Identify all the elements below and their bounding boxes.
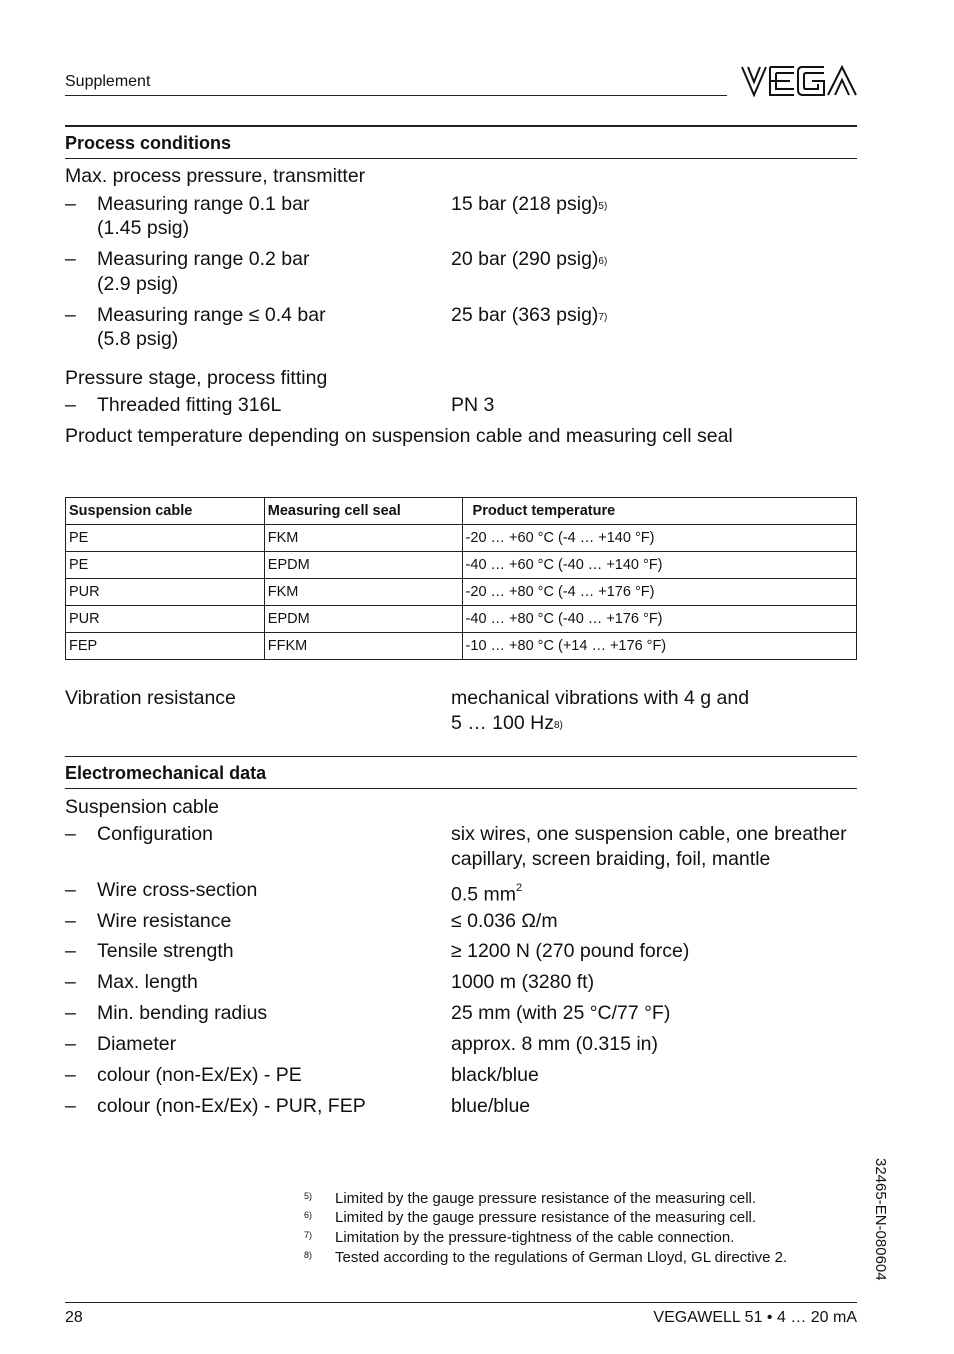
dash: –: [65, 971, 76, 993]
footnote-ref: 6): [598, 256, 608, 267]
range-label-psig: (2.9 psig): [97, 273, 179, 295]
dash: –: [65, 304, 76, 326]
spec-label: Wire resistance: [97, 910, 232, 932]
config-value-cont: capillary, screen braiding, foil, mantle: [451, 848, 771, 870]
dash: –: [65, 940, 76, 962]
table-row: [66, 525, 857, 552]
footer-product: VEGAWELL 51 • 4 … 20 mA: [653, 1309, 857, 1326]
table-cell: -20 … +80 °C (-4 … +176 °F): [462, 579, 856, 606]
dash: –: [65, 823, 76, 845]
dash: –: [65, 879, 76, 901]
product-temp-text: Product temperature depending on suspension cable and measuring cell seal: [65, 425, 733, 447]
vibration-label: Vibration resistance: [65, 687, 236, 709]
document-id: 32465-EN-080604: [872, 1158, 889, 1281]
footnote-text: Limitation by the pressure-tightness of the cable connection.: [335, 1229, 735, 1246]
pressure-stage-heading: Pressure stage, process fitting: [65, 367, 328, 389]
footnote-text: Limited by the gauge pressure resistance of the measuring cell.: [335, 1190, 757, 1207]
dash: –: [65, 1033, 76, 1055]
footnote-number: 8): [304, 1250, 313, 1260]
table-cell: -40 … +60 °C (-40 … +140 °F): [462, 552, 856, 579]
fitting-value: PN 3: [451, 394, 495, 416]
table-cell: EPDM: [264, 552, 462, 579]
section-rule: [65, 158, 857, 159]
table-header-cell: Suspension cable: [66, 498, 265, 525]
max-pressure-heading: Max. process pressure, transmitter: [65, 165, 366, 187]
table-header-row: [66, 498, 857, 525]
vega-logo: [740, 64, 858, 98]
section-title-electro: Electromechanical data: [65, 763, 267, 783]
fitting-label: Threaded fitting 316L: [97, 394, 282, 416]
spec-label: colour (non-Ex/Ex) - PE: [97, 1064, 302, 1086]
range-label-psig: (1.45 psig): [97, 217, 190, 239]
table-cell: FKM: [264, 579, 462, 606]
table-cell: FKM: [264, 525, 462, 552]
header-section-label: Supplement: [65, 73, 151, 90]
spec-value: black/blue: [451, 1064, 539, 1086]
spec-label: Min. bending radius: [97, 1002, 268, 1024]
section-rule: [65, 756, 857, 757]
section-title-process: Process conditions: [65, 133, 232, 153]
spec-label: Tensile strength: [97, 940, 234, 962]
range-label: Measuring range 0.2 bar: [97, 248, 310, 270]
table-row: [66, 606, 857, 633]
table-cell: -40 … +80 °C (-40 … +176 °F): [462, 606, 856, 633]
cable-heading: Suspension cable: [65, 796, 219, 818]
footnote-ref: 8): [553, 720, 563, 731]
spec-value: 25 mm (with 25 °C/77 °F): [451, 1002, 671, 1024]
footnote-number: 6): [304, 1210, 313, 1220]
footnote-ref: 7): [598, 312, 608, 323]
spec-label: Max. length: [97, 971, 198, 993]
superscript: 2: [516, 882, 523, 894]
table-cell: PUR: [66, 579, 265, 606]
spec-value: ≥ 1200 N (270 pound force): [451, 940, 690, 962]
dash: –: [65, 910, 76, 932]
vibration-value: mechanical vibrations with 4 g and: [451, 687, 750, 709]
spec-value: blue/blue: [451, 1095, 531, 1117]
dash: –: [65, 248, 76, 270]
section-rule: [65, 788, 857, 789]
table-cell: -20 … +60 °C (-4 … +140 °F): [462, 525, 856, 552]
spec-label: colour (non-Ex/Ex) - PUR, FEP: [97, 1095, 366, 1117]
footnote-text: Tested according to the regulations of German Lloyd, GL directive 2.: [335, 1249, 788, 1266]
footer-rule: [65, 1302, 857, 1303]
table-cell: -10 … +80 °C (+14 … +176 °F): [462, 633, 856, 660]
table-header-cell: Product temperature: [462, 498, 856, 525]
spec-value: approx. 8 mm (0.315 in): [451, 1033, 659, 1055]
range-label-psig: (5.8 psig): [97, 328, 179, 350]
dash: –: [65, 1002, 76, 1024]
footnote-text: Limited by the gauge pressure resistance of the measuring cell.: [335, 1209, 757, 1226]
dash: –: [65, 394, 76, 416]
range-value: 15 bar (218 psig)$^{5)}$: [451, 193, 608, 215]
table-cell: EPDM: [264, 606, 462, 633]
dash: –: [65, 1064, 76, 1086]
spec-label: Wire cross-section: [97, 879, 258, 901]
table-cell: PUR: [66, 606, 265, 633]
footnote-ref: 5): [598, 201, 608, 212]
spec-value: 0.5 $mm^2$: [451, 882, 523, 906]
product-temperature-table: [65, 497, 857, 660]
table-row: [66, 552, 857, 579]
range-label: Measuring range 0.1 bar: [97, 193, 310, 215]
header-rule: [65, 95, 727, 96]
footnote-number: 7): [304, 1230, 313, 1240]
table-header-cell: Measuring cell seal: [264, 498, 462, 525]
config-label: Configuration: [97, 823, 213, 845]
range-value: 25 bar (363 psig)$^{7)}$: [451, 304, 608, 326]
table-cell: PE: [66, 552, 265, 579]
page-number: 28: [65, 1309, 83, 1326]
range-label: Measuring range ≤ 0.4 bar: [97, 304, 326, 326]
spec-label: Diameter: [97, 1033, 177, 1055]
table-row: [66, 633, 857, 660]
section-rule: [65, 125, 857, 127]
table-row: [66, 579, 857, 606]
spec-value: ≤ 0.036 Ω/m: [451, 910, 558, 932]
range-value: 20 bar (290 psig)$^{6)}$: [451, 248, 608, 270]
dash: –: [65, 193, 76, 215]
table-cell: FFKM: [264, 633, 462, 660]
vibration-value-hz: 5 … 100 Hz$^{8)}$: [451, 712, 563, 734]
table-cell: FEP: [66, 633, 265, 660]
spec-value: 1000 m (3280 ft): [451, 971, 595, 993]
dash: –: [65, 1095, 76, 1117]
config-value: six wires, one suspension cable, one breather: [451, 823, 847, 845]
footnote-number: 5): [304, 1191, 313, 1201]
table-cell: PE: [66, 525, 265, 552]
